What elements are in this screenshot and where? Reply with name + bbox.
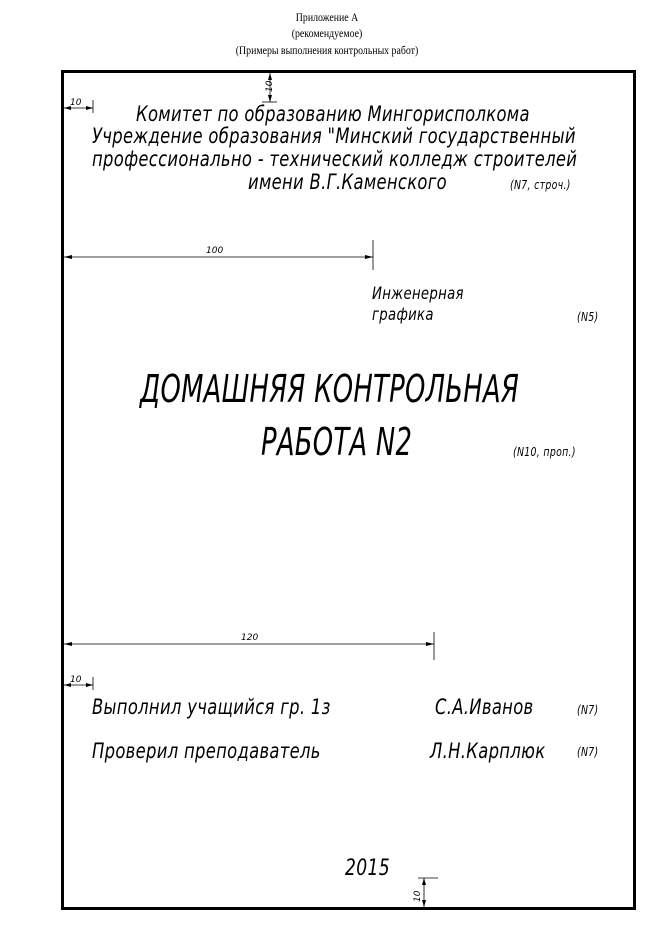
organization-font-note: (N7, строч.) (510, 178, 571, 192)
dim-subject-offset: 100 (206, 246, 224, 256)
performed-by-name: С.А.Иванов (435, 695, 534, 719)
appendix-status: (рекомендуемое) (291, 26, 363, 40)
dim-signature-offset: 120 (241, 633, 259, 643)
subject-font-note: (N5) (577, 310, 599, 324)
performed-by-label: Выполнил учащийся гр. 1з (92, 695, 331, 719)
dim-left-indent-top: 10 (70, 98, 82, 108)
document-title-line-1: ДОМАШНЯЯ КОНТРОЛЬНАЯ (140, 367, 520, 411)
document-title-line-2: РАБОТА N2 (261, 420, 413, 464)
organization-line-1: Комитет по образованию Мингорисполкома (136, 102, 530, 126)
title-font-note: (N10, проп.) (513, 445, 576, 459)
checked-font-note: (N7) (577, 745, 599, 759)
organization-line-3: профессионально - технический колледж строителей (92, 147, 578, 171)
year: 2015 (345, 856, 390, 881)
subject-line-1: Инженерная (372, 284, 464, 304)
appendix-caption: (Примеры выполнения контрольных работ) (235, 43, 419, 57)
organization-line-2: Учреждение образования "Минский государственный (92, 124, 576, 148)
checked-by-label: Проверил преподаватель (92, 739, 321, 763)
organization-line-4: имени В.Г.Каменского (248, 170, 448, 194)
performed-font-note: (N7) (577, 703, 599, 717)
dim-left-indent-bottom: 10 (70, 675, 82, 685)
appendix-heading: Приложение А (295, 10, 359, 24)
checked-by-name: Л.Н.Карплюк (430, 739, 546, 763)
dim-top-margin: 10 (265, 80, 275, 92)
subject-line-2: графика (372, 305, 434, 325)
dim-bottom-margin: 10 (413, 890, 423, 902)
